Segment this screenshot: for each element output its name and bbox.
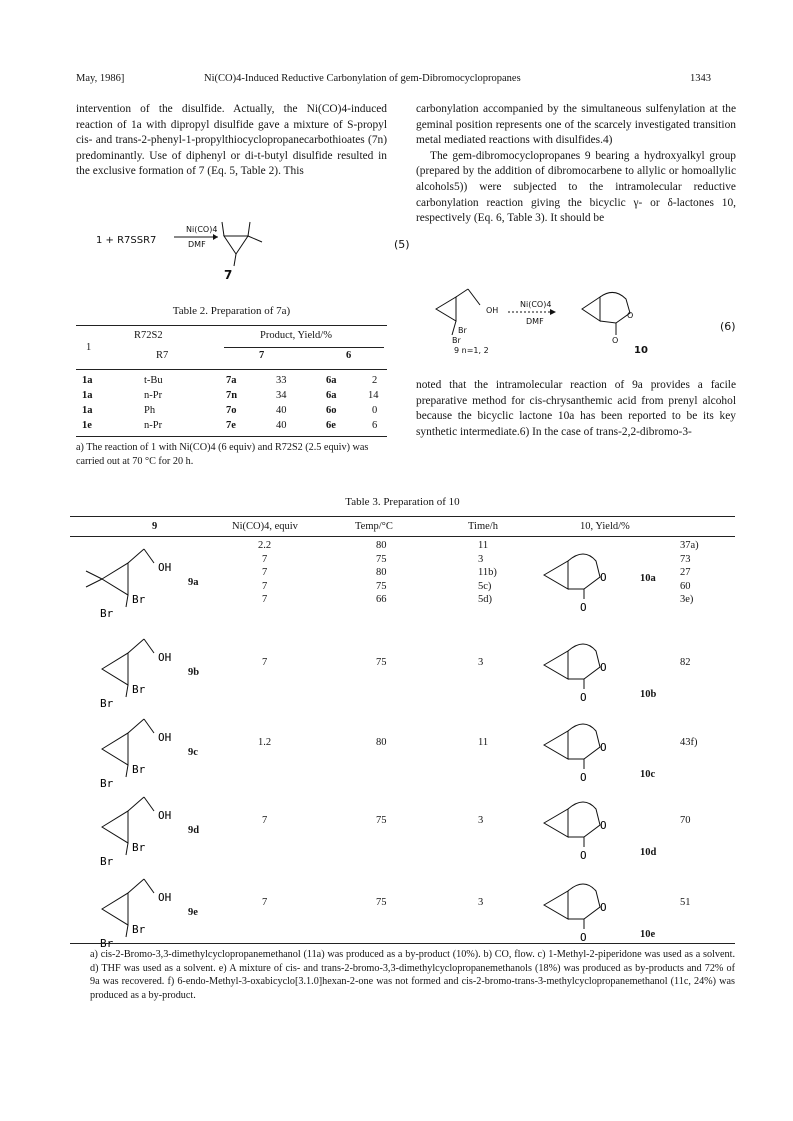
eq6-product-ring	[582, 297, 600, 321]
table3-header-time: Time/h	[468, 521, 498, 532]
cyclopropane-ring	[102, 563, 128, 595]
eq5-reactant: 1 + R7SSR7	[96, 235, 157, 246]
c-br-bond	[126, 925, 128, 937]
table2-cell-product7: 7n	[226, 390, 238, 401]
eq6-ring-o: O	[627, 311, 634, 320]
eq6-reagent-top: Ni(CO)4	[520, 300, 552, 309]
cyclopropane-ring	[102, 733, 128, 765]
br-label: Br	[132, 683, 146, 696]
product-number: 10b	[640, 689, 657, 700]
oh-label: OH	[158, 891, 172, 904]
product-structure	[530, 711, 630, 783]
yield-cell: 3e)	[680, 594, 694, 605]
table2-cell-yield6: 2	[372, 375, 378, 386]
yield-cell: 27	[680, 567, 691, 578]
equiv-cell: 7	[262, 815, 268, 826]
eq6-reactant-label: 9 n=1, 2	[454, 346, 489, 355]
time-cell: 3	[478, 657, 484, 668]
table2-col1-header: 1	[86, 342, 92, 353]
temp-cell: 75	[376, 580, 387, 592]
eq6-reactant-ring	[436, 297, 456, 321]
page-number: 1343	[690, 73, 711, 84]
cyclopropane-ring	[102, 653, 128, 685]
table3-header	[70, 521, 735, 537]
time-cell: 5d)	[478, 594, 492, 605]
equiv-cell: 7	[262, 567, 268, 578]
c-br-bond	[126, 685, 128, 697]
temp-cell: 80	[376, 567, 387, 578]
ring-oxygen: O	[600, 741, 607, 754]
temp-cell: 66	[376, 594, 387, 605]
br-label: Br	[100, 937, 114, 950]
product-structure	[530, 541, 630, 613]
methyl-bond	[86, 579, 102, 587]
carbonyl-oxygen: O	[580, 771, 587, 784]
br-label: Br	[132, 763, 146, 776]
br-label: Br	[132, 923, 146, 936]
temp-cell: 80	[376, 540, 387, 551]
table2-col2-subheader: R7	[156, 350, 169, 361]
oh-label: OH	[158, 651, 172, 664]
c-br-bond	[126, 765, 128, 777]
yield-cell: 73	[680, 553, 691, 565]
cyclopropane-ring	[544, 891, 568, 919]
right-paragraph-1: carbonylation accompanied by the simultaneous sulfenylation at the geminal position represents one of the scarcely investigated transition metal mediated reactions with disulfides.4)	[416, 103, 736, 147]
table2-cell-product6: 6o	[326, 405, 337, 416]
oh-label: OH	[158, 731, 172, 744]
br-label: Br	[100, 855, 114, 868]
reactant-number: 9d	[188, 825, 200, 836]
table2-cell-product7: 7o	[226, 405, 237, 416]
side-chain	[128, 797, 144, 811]
eq6-lactone	[600, 292, 630, 323]
right-paragraph-3: noted that the intramolecular reaction of 9a provides a facile preparative method for cis-chrysanthemic acid from prenyl alcohol because the bicyclic lactone 10a has been reported to be its key synthetic intermediate.6) In the case of trans-2,2-dibromo-3-	[416, 379, 736, 438]
table2-cell-yield6: 0	[372, 405, 378, 416]
equation-6	[416, 285, 746, 360]
table2-bottom-rule	[76, 436, 387, 437]
table2-cell-yield7: 40	[276, 420, 287, 431]
reactant-structure	[80, 631, 200, 709]
table2-cell-yield7: 34	[276, 390, 287, 401]
temp-cell: 75	[376, 815, 387, 826]
c-br-bond	[126, 595, 128, 607]
side-chain	[144, 879, 154, 893]
side-chain	[144, 719, 154, 733]
side-chain	[144, 639, 154, 653]
eq5-arrow-head	[213, 234, 218, 240]
table2-cell-substrate: 1a	[82, 390, 93, 401]
running-date: May, 1986]	[76, 73, 125, 84]
table2-sub6: 6	[346, 350, 352, 361]
table2-col2-header: R72S2	[134, 330, 163, 341]
product-structure	[530, 631, 630, 703]
product-number: 10c	[640, 769, 656, 780]
side-chain	[128, 719, 144, 733]
eq6-oh: OH	[486, 306, 499, 315]
cyclopropane-ring	[102, 811, 128, 843]
table2-cell-yield6: 6	[372, 420, 378, 431]
eq5-product-number: 7	[224, 268, 233, 282]
product-structure	[530, 871, 630, 943]
yield-cell: 51	[680, 897, 691, 908]
table3-top-rule	[70, 516, 735, 517]
time-cell: 3	[478, 815, 484, 826]
carbonyl-oxygen: O	[580, 931, 587, 944]
yield-cell: 60	[680, 580, 691, 592]
table3-body	[70, 537, 735, 950]
running-title: Ni(CO)4-Induced Reductive Carbonylation of gem-Dibromocyclopropanes	[204, 73, 521, 84]
reactant-structure	[80, 871, 200, 949]
table2-cell-substrate: 1a	[82, 405, 93, 416]
table2-cell-r7: n-Pr	[144, 390, 163, 401]
side-chain	[128, 879, 144, 893]
equiv-cell: 2.2	[258, 540, 272, 551]
right-paragraph-2: The gem-dibromocyclopropanes 9 bearing a hydroxyalkyl group (prepared by the addition of dibromocarbene to allylic or homoallylic alcohols5)) were subjected to the intramolecular reductive carbonylation reaction giving the bicyclic γ- or δ-lactones 10, respectively (Eq. 6, Table 3). It should be	[416, 149, 736, 225]
equiv-cell: 7	[262, 897, 268, 908]
br-label: Br	[132, 593, 146, 606]
side-chain	[144, 549, 154, 563]
br-label: Br	[100, 777, 114, 790]
eq6-carbonyl-o: O	[612, 336, 619, 345]
temp-cell: 80	[376, 737, 387, 748]
table2-cell-r7: t-Bu	[144, 375, 163, 386]
table2-sub7: 7	[259, 350, 265, 361]
table2-cell-yield6: 14	[368, 390, 379, 401]
product-number: 10e	[640, 929, 656, 940]
cyclopropane-ring	[102, 893, 128, 925]
table2-footnote: a) The reaction of 1 with Ni(CO)4 (6 equiv) and R72S2 (2.5 equiv) was carried out at 70 °C for 20 h.	[76, 442, 369, 467]
reactant-structure	[80, 541, 200, 619]
table2-cell-r7: Ph	[144, 405, 156, 416]
br-label: Br	[132, 841, 146, 854]
oh-label: OH	[158, 809, 172, 822]
time-cell: 11	[478, 540, 489, 551]
table2-cell-product6: 6a	[326, 375, 337, 386]
table2-cell-product6: 6e	[326, 420, 336, 431]
cyclopropane-ring	[544, 809, 568, 837]
table2-group-header: Product, Yield/%	[260, 330, 332, 341]
yield-cell: 43f)	[680, 737, 698, 748]
table3-caption: Table 3. Preparation of 10	[345, 496, 460, 508]
side-chain	[128, 549, 144, 563]
cyclopropane-ring	[544, 651, 568, 679]
ring-oxygen: O	[600, 901, 607, 914]
cyclopropane-ring	[544, 731, 568, 759]
br-label: Br	[100, 697, 114, 710]
eq6-br-2: Br	[452, 336, 461, 345]
reactant-number: 9e	[188, 907, 198, 918]
right-column-top	[416, 102, 736, 227]
equiv-cell: 7	[262, 580, 268, 592]
eq5-reagent-top: Ni(CO)4	[186, 225, 218, 234]
right-column-bottom	[416, 378, 736, 440]
reactant-number: 9a	[188, 577, 199, 588]
reactant-structure	[80, 711, 200, 789]
equation-5	[76, 210, 410, 285]
yield-cell: 82	[680, 657, 691, 668]
time-cell: 3	[478, 897, 484, 908]
table2-cell-substrate: 1e	[82, 420, 92, 431]
equiv-cell: 7	[262, 594, 268, 605]
table2-cell-product7: 7e	[226, 420, 236, 431]
eq6-product-label: 10	[634, 345, 648, 356]
eq5-reagent-bottom: DMF	[188, 240, 206, 249]
c-br-bond	[126, 843, 128, 855]
table2-group-rule	[224, 347, 384, 348]
table2-cell-yield7: 33	[276, 375, 287, 386]
carbonyl-oxygen: O	[580, 601, 587, 614]
side-chain	[144, 797, 154, 811]
table3-header-temp: Temp/°C	[355, 521, 393, 532]
cyclopropane-ring	[544, 561, 568, 589]
reactant-number: 9c	[188, 747, 198, 758]
temp-cell: 75	[376, 657, 387, 668]
eq6-number: (6)	[720, 320, 736, 333]
table2-cell-yield7: 40	[276, 405, 287, 416]
table2-cell-r7: n-Pr	[144, 420, 163, 431]
eq6-br-1: Br	[458, 326, 467, 335]
lactone-ring	[568, 724, 600, 759]
product-number: 10a	[640, 573, 656, 584]
eq6-arrow-head	[550, 309, 556, 315]
table2-cell-product6: 6a	[326, 390, 337, 401]
table3-footnotes: a) cis-2-Bromo-3,3-dimethylcyclopropanemethanol (11a) was produced as a by-product (10%). b) CO, flow. c) 1-Methyl-2-piperidone was used as a solvent. d) THF was used as a solvent. e) A mixture of cis- and trans-2-bromo-3,3-dimethylcyclopropanemethanols (18%) was produced as by-products and 72% of 9a was recovered. f) 6-endo-Methyl-3-oxabicyclo[3.1.0]hexan-2-one was not formed and cis-2-bromo-trans-3-methylcyclopropanemethanol (11c, 24%) was produced as a by-product.	[90, 949, 735, 1001]
temp-cell: 75	[376, 897, 387, 908]
eq6-reagent-bottom: DMF	[526, 317, 544, 326]
time-cell: 11	[478, 737, 489, 748]
table2-caption: Table 2. Preparation of 7a)	[172, 305, 291, 317]
carbonyl-oxygen: O	[580, 849, 587, 862]
left-paragraph: intervention of the disulfide. Actually, the Ni(CO)4-induced reaction of 1a with dipropyl disulfide gave a mixture of S-propyl cis- and trans-2-phenyl-1-propylthiocyclopropanecarbothioates (7n) predominantly. Use of diphenyl or di-t-butyl disulfide resulted in the exclusive formation of 7 (Eq. 5, Table 2). This	[76, 103, 387, 178]
methyl-bond	[86, 571, 102, 579]
time-cell: 11b)	[478, 567, 497, 578]
product-structure	[530, 789, 630, 861]
temp-cell: 75	[376, 553, 387, 565]
lactone-ring	[568, 802, 600, 837]
table3-bottom-rule	[70, 943, 735, 944]
oh-label: OH	[158, 561, 172, 574]
table2-cell-substrate: 1a	[82, 375, 93, 386]
ring-oxygen: O	[600, 661, 607, 674]
time-cell: 5c)	[478, 580, 492, 592]
table2-cell-product7: 7a	[226, 375, 237, 386]
equiv-cell: 1.2	[258, 737, 272, 748]
product-number: 10d	[640, 847, 657, 858]
table3-header-equiv: Ni(CO)4, equiv	[232, 521, 298, 532]
yield-cell: 70	[680, 815, 691, 826]
equiv-cell: 7	[262, 657, 268, 668]
yield-cell: 37a)	[680, 540, 699, 551]
reactant-number: 9b	[188, 667, 200, 678]
time-cell: 3	[478, 553, 484, 565]
left-column-text	[76, 102, 387, 180]
table2-mid-rule	[76, 369, 387, 370]
ring-oxygen: O	[600, 819, 607, 832]
lactone-ring	[568, 554, 600, 589]
side-chain	[128, 639, 144, 653]
table3-header-9: 9	[152, 521, 158, 532]
lactone-ring	[568, 644, 600, 679]
table3-header-yield: 10, Yield/%	[580, 521, 630, 532]
equiv-cell: 7	[262, 553, 268, 565]
ring-oxygen: O	[600, 571, 607, 584]
lactone-ring	[568, 884, 600, 919]
eq5-cyclopropane	[224, 236, 248, 254]
reactant-structure	[80, 789, 200, 867]
eq5-number: (5)	[394, 238, 410, 251]
carbonyl-oxygen: O	[580, 691, 587, 704]
table2-body	[76, 375, 387, 435]
br-label: Br	[100, 607, 114, 620]
